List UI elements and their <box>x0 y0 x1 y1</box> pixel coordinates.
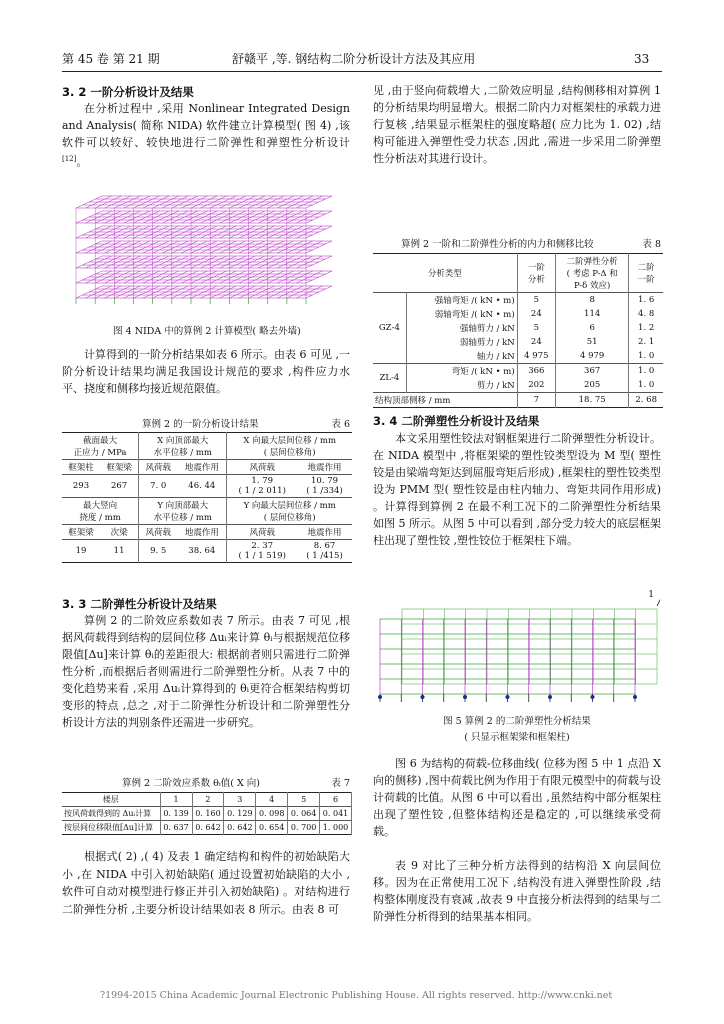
t6-header-x-top: X 向顶部最大 水平位移 / mm <box>139 433 227 460</box>
t7-cell: 0. 700 <box>288 821 320 835</box>
t6-subheader: 风荷载 <box>145 528 171 538</box>
t8-header-ratio: 二阶 一阶 <box>637 263 655 285</box>
t7-cell: 0. 098 <box>256 807 288 821</box>
t8-first-value: 366 <box>517 364 555 379</box>
t8-first-value: 4 975 <box>517 349 555 364</box>
t8-first-value: 7 <box>517 393 555 408</box>
plastic-hinge <box>506 695 510 699</box>
plastic-hinge <box>633 695 637 699</box>
right-paragraph-table9: 表 9 对比了三种分析方法得到的结构沿 X 向层间位移。因为在正常使用工况下 ,结构没有进入弹塑性阶段 ,结构整体刚度没有衰减 ,故表 9 中直接分析法得到的结果与二阶弹性分析得到的结果基本相同。 <box>373 859 661 923</box>
t7-cell: 0. 129 <box>224 807 256 821</box>
plastic-hinge <box>378 695 382 699</box>
t7-cell: 0. 642 <box>192 821 224 835</box>
t7-floor: 1 <box>160 793 192 807</box>
t6-cell: 293 <box>72 481 90 491</box>
t8-first-value: 24 <box>517 335 555 349</box>
t8-row-label: 强轴剪力 / kN <box>406 321 517 335</box>
section-3-3-title: 3. 3 二阶弹性分析设计及结果 <box>62 597 217 611</box>
journal-issue: 第 45 卷 第 21 期 <box>62 52 160 66</box>
right-paragraph-fig6: 图 6 为结构的荷载-位移曲线( 位移为图 5 中 1 点沿 X 向的侧移) ,图中荷载比例为作用于有限元模型中的荷载与设计荷载的比值。从图 6 中可以看出 ,虽然结构中部分框架柱出现了塑性铰 ,但整体结构还是稳定的 ,可以继续承受荷载。 <box>373 757 661 838</box>
t6-cell: 8. 67 ( 1 /415) <box>306 541 343 561</box>
plastic-hinge <box>548 695 552 699</box>
copyright-footer: ?1994-2015 China Academic Journal Electronic Publishing House. All rights reserved. http://www.cnki.net <box>100 990 613 1001</box>
t6-subheader: 地震作用 <box>307 528 342 538</box>
figure-4-model <box>70 186 342 312</box>
t7-cell: 0. 637 <box>160 821 192 835</box>
t6-subheader: 框架梁 <box>100 460 139 475</box>
section-3-3-paragraph-1: 算例 2 的二阶效应系数如表 7 所示。由表 7 可见 ,根据风荷载得到结构的层间位移 Δuᵢ来计算 θᵢ与根据规范位移限值[Δu]来计算 θᵢ的差距很大: 根据前者则只需进行二阶弹性分析 ,而根据后者则需进行二阶弹塑性分析。从表 7 中的变化趋势来看 ,采用 Δuᵢ计算得到的 θᵢ更符合框架结构剪切变形的特点 ,总之 ,对于二阶弹性分析设计和二阶弹塑性分析设计方法的判别条件还需进一步研究。 <box>62 614 350 729</box>
t6-cell: 9. 5 <box>150 546 167 556</box>
t7-floor: 2 <box>192 793 224 807</box>
figure-5-model <box>376 590 660 708</box>
t7-cell: 0. 160 <box>192 807 224 821</box>
t6-subheader: 风荷载 <box>249 528 275 538</box>
t8-ratio: 1. 6 <box>638 295 655 305</box>
right-paragraph-top: 见 ,由于竖向荷载增大 ,二阶效应明显 ,结构侧移相对算例 1 的分析结果均明显增大。根据二阶内力对框架柱的承载力进行复核 ,结果显示框架柱的强度略超( 应力比为 1. 02) ,结构可能进入弹塑性受力状态 ,因此 ,需进一步采用二阶弹塑性分析法对其进行设计。 <box>373 84 661 165</box>
t6-cell: 11 <box>100 540 139 563</box>
t6-subheader: 地震作用 <box>177 460 227 475</box>
t6-cell: 19 <box>75 546 87 556</box>
running-title: 舒赣平 ,等. 钢结构二阶分析设计方法及其应用 <box>232 52 476 66</box>
t6-cell: 7. 0 <box>150 481 167 491</box>
t8-row-label: 剪力 / kN <box>406 378 517 393</box>
section-3-2-title: 3. 2 一阶分析设计及结果 <box>62 85 194 99</box>
t7-floor-label: 楼层 <box>62 793 160 807</box>
t8-header-second: 二阶弹性分析 ( 考虑 P-Δ 和 P-δ 效应) <box>555 254 628 293</box>
plastic-hinge <box>591 695 595 699</box>
t8-second-value: 8 <box>555 293 628 308</box>
t8-ratio: 2. 68 <box>635 395 657 405</box>
t7-row-label: 按层间位移限值[Δu]计算 <box>62 821 160 835</box>
header-rule <box>62 71 662 72</box>
t8-row-label: 轴力 / kN <box>406 349 517 364</box>
t6-header-deflection: 最大竖向 挠度 / mm <box>62 498 139 525</box>
t8-row-label: 强轴弯矩 /( kN • m) <box>406 293 517 308</box>
t6-subheader: 风荷载 <box>145 463 171 473</box>
t8-first-value: 5 <box>517 293 555 308</box>
t8-header-type: 分析类型 <box>373 254 517 293</box>
point-marker <box>657 598 660 606</box>
t6-subheader: 框架柱 <box>68 463 94 473</box>
t8-group-name: GZ-4 <box>373 293 406 364</box>
section-3-3-paragraph-2: 根据式( 2) ,( 4) 及表 1 确定结构和构件的初始缺陷大小 ,在 NIDA 中引入初始缺陷( 通过设置初始缺陷的大小 ,软件可自动对模型进行修正并引入初始缺陷) 。对结构进行二阶弹性分析 ,主要分析设计结果如表 8 所示。由表 8 可 <box>62 850 350 916</box>
t7-row-label: 按风荷载得到的 Δuᵢ计算 <box>62 807 160 821</box>
figure-5-subcaption: ( 只显示框架梁和框架柱) <box>464 732 570 743</box>
t8-first-value: 5 <box>517 321 555 335</box>
t7-floor: 4 <box>256 793 288 807</box>
t8-first-value: 24 <box>517 307 555 321</box>
t7-cell: 0. 064 <box>288 807 320 821</box>
section-3-2-paragraph-2: 计算得到的一阶分析结果如表 6 所示。由表 6 可见 ,一阶分析设计结果均满足我国设计规范的要求 ,构件应力水平、挠度和侧移均接近规范限值。 <box>62 348 350 395</box>
t7-cell: 0. 041 <box>320 807 352 821</box>
section-3-2-paragraph-1: 在分析过程中 ,采用 Nonlinear Integrated Design and Analysis( 简称 NIDA) 软件建立计算模型( 图 4) ,该软件可以较好、较快地进行二阶弹性和弹塑性分析设计[12]。 <box>62 102 350 169</box>
t7-floor: 6 <box>320 793 352 807</box>
t8-second-value: 205 <box>555 378 628 393</box>
plastic-hinge <box>421 695 425 699</box>
t6-subheader: 框架梁 <box>68 528 94 538</box>
t8-header-first: 一阶 分析 <box>517 254 555 293</box>
table-8 <box>373 253 663 408</box>
t7-cell: 1. 000 <box>320 821 352 835</box>
t6-header-stress: 截面最大 正应力 / MPa <box>62 433 139 460</box>
t7-cell: 0. 139 <box>160 807 192 821</box>
t8-second-value: 114 <box>555 307 628 321</box>
t8-ratio: 2. 1 <box>638 337 655 347</box>
t8-second-value: 6 <box>555 321 628 335</box>
t8-second-value: 367 <box>555 364 628 379</box>
t6-cell: 1. 79 ( 1 / 2 011) <box>238 476 286 496</box>
t6-header-x-drift: X 向最大层间位移 / mm ( 层间位移角) <box>243 436 337 458</box>
table-6 <box>62 432 352 563</box>
plastic-hinge <box>463 695 467 699</box>
t8-ratio: 1. 2 <box>638 323 655 333</box>
t7-cell: 0. 654 <box>256 821 288 835</box>
t8-row-label: 弯矩 /( kN • m) <box>406 364 517 379</box>
t6-cell: 46. 44 <box>177 475 227 498</box>
t6-subheader: 地震作用 <box>307 463 342 473</box>
table-7 <box>62 792 352 835</box>
t8-group-name: ZL-4 <box>373 364 406 393</box>
t8-ratio: 4. 8 <box>638 309 655 319</box>
figure-5-caption: 图 5 算例 2 的二阶弹塑性分析结果 <box>443 716 591 727</box>
t8-ratio: 1. 0 <box>638 366 655 376</box>
page-number: 33 <box>634 52 650 66</box>
t8-ratio: 1. 0 <box>638 380 655 390</box>
figure-5-point-label: 1 <box>648 590 654 600</box>
t8-row-label: 弱轴剪力 / kN <box>406 335 517 349</box>
t7-floor: 5 <box>288 793 320 807</box>
section-3-4-paragraph: 本文采用塑性铰法对钢框架进行二阶弹塑性分析设计。在 NIDA 模型中 ,将框架梁的塑性铰类型设为 M 型( 塑性铰是由梁端弯矩达到屈服弯矩后形成) ,框架柱的塑性铰类型设为 PMM 型( 塑性铰是由柱内轴力、弯矩共同作用形成) 。计算得到算例 2 在最不利工况下的二阶弹塑性分析结果如图 5 所示。从图 5 中可以看到 ,部分受力较大的底层框架柱出现了塑性铰 ,塑性铰位于框架柱下端。 <box>373 432 661 547</box>
t6-cell: 2. 37 ( 1 / 1 519) <box>238 541 286 561</box>
t8-second-value: 18. 75 <box>555 393 628 408</box>
figure-4-caption: 图 4 NIDA 中的算例 2 计算模型( 略去外墙) <box>113 326 301 337</box>
t6-cell: 38. 64 <box>177 540 227 563</box>
t6-cell: 10. 79 ( 1 /334) <box>306 476 343 496</box>
t6-header-y-top: Y 向顶部最大 水平位移 / mm <box>139 498 227 525</box>
t6-header-y-drift: Y 向最大层间位移 / mm ( 层间位移角) <box>243 501 336 523</box>
t6-subheader: 风荷载 <box>249 463 275 473</box>
t7-floor: 3 <box>224 793 256 807</box>
t8-ratio: 1. 0 <box>638 351 655 361</box>
t6-subheader: 次梁 <box>100 525 139 540</box>
t8-first-value: 202 <box>517 378 555 393</box>
t6-subheader: 地震作用 <box>177 525 227 540</box>
t7-cell: 0. 642 <box>224 821 256 835</box>
t8-second-value: 4 979 <box>555 349 628 364</box>
section-3-4-title: 3. 4 二阶弹塑性分析设计及结果 <box>373 414 540 428</box>
t8-row-label: 结构顶部侧移 / mm <box>373 393 517 408</box>
t6-cell: 267 <box>100 475 139 498</box>
t8-row-label: 弱轴弯矩 /( kN • m) <box>406 307 517 321</box>
t8-second-value: 51 <box>555 335 628 349</box>
